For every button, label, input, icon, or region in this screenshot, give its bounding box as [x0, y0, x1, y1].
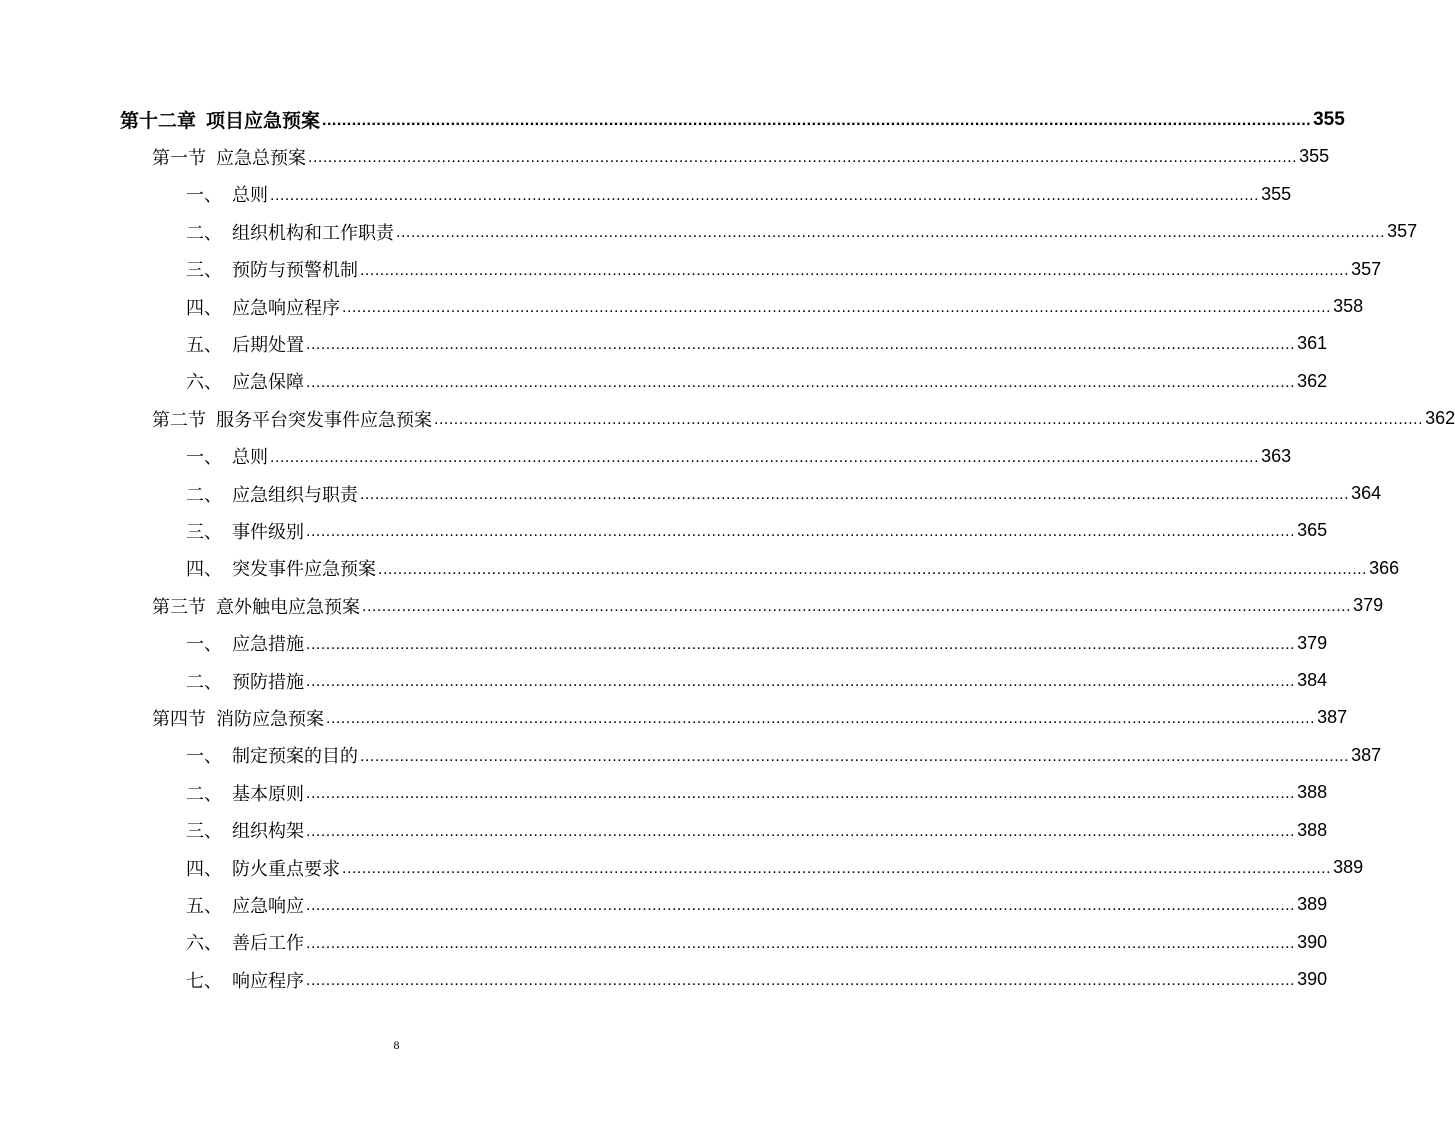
toc-dot-leader: ........................................................................................................................................................................................................ [326, 710, 1316, 728]
toc-dot-leader: ........................................................................................................................................................................................................ [378, 560, 1368, 578]
toc-entry-title [186, 331, 306, 357]
toc-entry[interactable] [186, 737, 1382, 774]
toc-entry[interactable] [120, 101, 1345, 138]
toc-entry-title [152, 144, 308, 170]
toc-entry-title [186, 518, 306, 544]
toc-entry[interactable] [186, 176, 1292, 213]
toc-entry[interactable] [152, 138, 1330, 175]
page-number: 8 [393, 1038, 400, 1052]
toc-entry-title [186, 817, 306, 843]
toc-dot-leader: ........................................................................................................................................................................................................ [360, 486, 1350, 503]
toc-entry[interactable] [186, 438, 1292, 475]
toc-entry[interactable] [186, 774, 1328, 811]
toc-page-number: 363 [1261, 445, 1292, 466]
toc-entry[interactable] [152, 587, 1384, 624]
toc-page-number: 389 [1297, 894, 1328, 915]
toc-entry-text: 总则 [232, 447, 268, 469]
toc-entry-prefix: 四、 [186, 559, 222, 581]
toc-entry-text: 应急措施 [232, 634, 304, 656]
toc-entry-text: 应急响应 [232, 895, 304, 917]
toc-entry-title [186, 929, 306, 955]
toc-entry-prefix: 四、 [186, 297, 222, 319]
toc-entry-title [186, 181, 270, 207]
toc-entry-prefix: 七、 [186, 970, 222, 992]
toc-entry-text: 应急保障 [232, 372, 304, 394]
toc-entry-text: 应急总预案 [216, 147, 306, 169]
toc-entry[interactable] [186, 662, 1328, 699]
toc-page-number: 389 [1333, 857, 1364, 877]
toc-entry[interactable] [186, 812, 1328, 849]
toc-dot-leader: ........................................................................................................................................................................................................ [270, 448, 1260, 466]
toc-entry-text: 项目应急预案 [206, 110, 321, 132]
toc-entry[interactable] [186, 924, 1328, 961]
toc-entry-title [186, 668, 306, 694]
toc-dot-leader: ........................................................................................................................................................................................................ [308, 149, 1298, 167]
toc-entry-text: 消防应急预案 [216, 708, 324, 730]
toc-entry[interactable] [186, 625, 1328, 662]
toc-page-number: 364 [1351, 483, 1382, 503]
toc-entry-prefix: 一、 [186, 634, 222, 656]
toc-page-number: 390 [1297, 931, 1328, 952]
toc-entry-text: 意外触电应急预案 [216, 596, 360, 618]
toc-dot-leader: ........................................................................................................................................................................................................ [360, 261, 1350, 279]
toc-entry[interactable] [152, 699, 1348, 736]
toc-dot-leader: ........................................................................................................................................................................................................ [306, 523, 1296, 541]
toc-entry-prefix: 五、 [186, 895, 222, 917]
toc-dot-leader: ........................................................................................................................................................................................................ [306, 336, 1296, 354]
toc-entry-title [186, 630, 306, 656]
toc-entry-title [186, 219, 396, 245]
toc-page-number: 365 [1297, 520, 1328, 541]
toc-entry-text: 服务平台突发事件应急预案 [216, 409, 432, 431]
toc-page-number: 387 [1351, 744, 1382, 765]
toc-dot-leader: ........................................................................................................................................................................................................ [434, 411, 1424, 429]
toc-entry-prefix: 三、 [186, 521, 222, 543]
toc-entry[interactable] [186, 550, 1400, 587]
toc-entry-prefix: 一、 [186, 185, 222, 207]
toc-page-number: 384 [1297, 670, 1328, 690]
toc-entry-title [186, 481, 360, 507]
toc-page-number: 388 [1297, 782, 1328, 803]
toc-entry[interactable] [152, 400, 1455, 437]
toc-entry-prefix: 第二节 [152, 409, 206, 431]
toc-entry-title [186, 742, 360, 768]
toc-entry-text: 后期处置 [232, 334, 304, 356]
toc-entry-title [152, 593, 362, 619]
toc-page-number: 355 [1261, 183, 1292, 204]
toc-dot-leader: ........................................................................................................................................................................................................ [360, 747, 1350, 765]
toc-entry[interactable] [186, 512, 1328, 549]
toc-page-number: 387 [1317, 707, 1348, 728]
toc-entry-prefix: 六、 [186, 933, 222, 955]
toc-entry[interactable] [186, 213, 1418, 250]
toc-entry-title [152, 705, 326, 731]
toc-entry-title [152, 406, 434, 432]
toc-dot-leader: ........................................................................................................................................................................................................ [322, 112, 1312, 129]
toc-entry-title [186, 967, 306, 993]
toc-entry-text: 应急响应程序 [232, 297, 340, 319]
toc-entry[interactable] [186, 475, 1382, 512]
toc-page-number: 358 [1333, 296, 1364, 316]
toc-dot-leader: ........................................................................................................................................................................................................ [306, 785, 1296, 803]
toc-entry[interactable] [186, 849, 1364, 886]
toc-page-number: 362 [1297, 370, 1328, 391]
toc-entry-text: 制定预案的目的 [232, 746, 358, 768]
toc-entry-title [186, 892, 306, 918]
toc-page-number: 362 [1425, 408, 1455, 429]
toc-page-number: 379 [1297, 632, 1328, 653]
toc-entry-prefix: 第三节 [152, 596, 206, 618]
toc-entry-text: 预防措施 [232, 671, 304, 693]
toc-entry-prefix: 第十二章 [120, 110, 197, 132]
toc-entry-prefix: 一、 [186, 447, 222, 469]
toc-dot-leader: ........................................................................................................................................................................................................ [306, 635, 1296, 653]
toc-page-number: 357 [1387, 221, 1418, 242]
toc-dot-leader: ........................................................................................................................................................................................................ [342, 860, 1332, 877]
toc-page-number: 390 [1297, 969, 1328, 990]
toc-entry-prefix: 二、 [186, 484, 222, 506]
toc-page-number: 361 [1297, 333, 1328, 354]
toc-entry-text: 总则 [232, 185, 268, 207]
toc-entry-text: 组织机构和工作职责 [232, 222, 394, 244]
toc-entry-title [120, 106, 322, 133]
toc-entry-title [186, 555, 378, 581]
toc-entry[interactable] [186, 251, 1382, 288]
toc-entry-prefix: 二、 [186, 783, 222, 805]
toc-entry-text: 防火重点要求 [232, 858, 340, 880]
toc-entry-prefix: 四、 [186, 858, 222, 880]
toc-entry-prefix: 三、 [186, 821, 222, 843]
toc-entry-title [186, 294, 342, 320]
toc-entry-text: 突发事件应急预案 [232, 559, 376, 581]
toc-dot-leader: ........................................................................................................................................................................................................ [306, 673, 1296, 690]
toc-entry-text: 基本原则 [232, 783, 304, 805]
toc-dot-leader: ........................................................................................................................................................................................................ [306, 972, 1296, 990]
toc-entry-title [186, 443, 270, 469]
toc-entry-text: 应急组织与职责 [232, 484, 358, 506]
toc-entry-prefix: 二、 [186, 222, 222, 244]
toc-page-number: 388 [1297, 819, 1328, 840]
toc-entry-prefix: 一、 [186, 746, 222, 768]
toc-entry-text: 响应程序 [232, 970, 304, 992]
toc-page-number: 379 [1353, 595, 1384, 616]
toc-entry-prefix: 三、 [186, 260, 222, 282]
toc-entry-title [186, 256, 360, 282]
toc-dot-leader: ........................................................................................................................................................................................................ [306, 897, 1296, 915]
toc-dot-leader: ........................................................................................................................................................................................................ [396, 224, 1386, 242]
toc-dot-leader: ........................................................................................................................................................................................................ [270, 186, 1260, 204]
toc-entry[interactable] [186, 325, 1328, 362]
toc-entry-prefix: 二、 [186, 671, 222, 693]
toc-entry-prefix: 第四节 [152, 708, 206, 730]
toc-dot-leader: ........................................................................................................................................................................................................ [306, 373, 1296, 391]
toc-entry-prefix: 六、 [186, 372, 222, 394]
toc-entry-text: 预防与预警机制 [232, 260, 358, 282]
toc-page-number: 357 [1351, 258, 1382, 279]
toc-entry[interactable] [186, 288, 1364, 325]
toc-dot-leader: ........................................................................................................................................................................................................ [306, 934, 1296, 952]
toc-entry-text: 事件级别 [232, 521, 304, 543]
toc-entry[interactable] [186, 886, 1328, 923]
toc-entry-title [186, 368, 306, 394]
toc-entry-prefix: 第一节 [152, 147, 206, 169]
toc-dot-leader: ........................................................................................................................................................................................................ [342, 299, 1332, 316]
toc-entry[interactable] [186, 961, 1328, 998]
toc-entry-text: 善后工作 [232, 933, 304, 955]
toc-entry[interactable] [186, 363, 1328, 400]
toc-entry-title [186, 855, 342, 881]
toc-dot-leader: ........................................................................................................................................................................................................ [306, 822, 1296, 840]
toc-entry-prefix: 五、 [186, 334, 222, 356]
toc-entry-title [186, 780, 306, 806]
toc-page-number: 355 [1313, 108, 1345, 130]
toc-page-number: 355 [1299, 146, 1330, 167]
toc-entry-text: 组织构架 [232, 821, 304, 843]
toc-dot-leader: ........................................................................................................................................................................................................ [362, 598, 1352, 616]
toc-page-number: 366 [1369, 557, 1400, 578]
